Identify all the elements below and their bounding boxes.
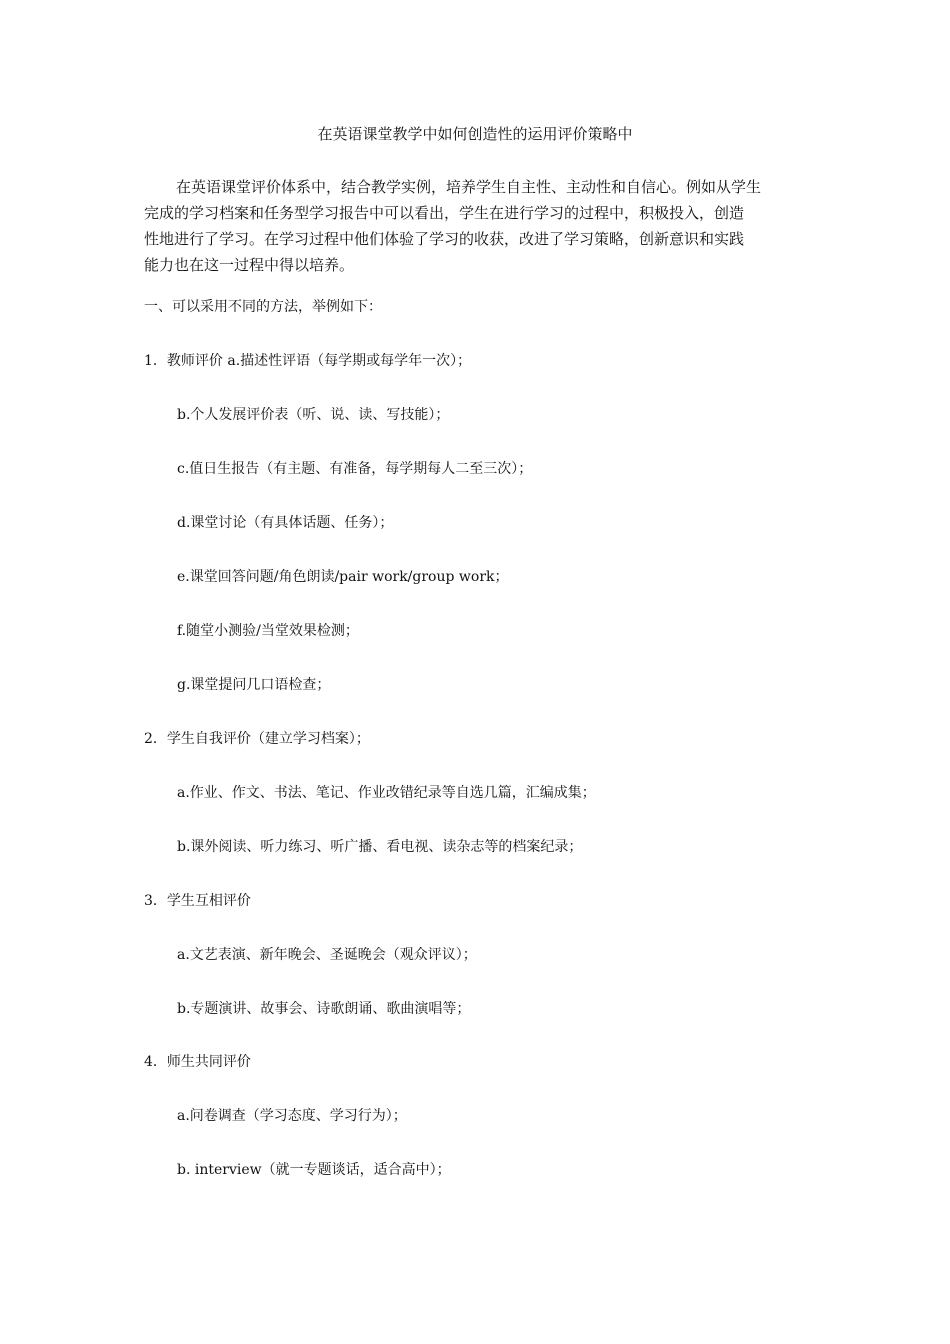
intro-line: 完成的学习档案和任务型学习报告中可以看出，学生在进行学习的过程中，积极投入，创造 (144, 204, 745, 222)
list-item: 1．教师评价 a.描述性评语（每学期或每学年一次）； (144, 353, 472, 369)
list-subitem: a.文艺表演、新年晚会、圣诞晚会（观众评议）； (177, 947, 477, 963)
list-subitem: b.专题演讲、故事会、诗歌朗诵、歌曲演唱等； (177, 1001, 471, 1017)
list-subitem: e.课堂回答问题/角色朗读/pair work/group work； (177, 569, 509, 585)
list-item: 3．学生互相评价 (144, 893, 251, 909)
intro-line: 能力也在这一过程中得以培养。 (144, 256, 355, 274)
intro-paragraph (144, 174, 816, 278)
list-item: 2．学生自我评价（建立学习档案）； (144, 731, 370, 747)
list-subitem: b.个人发展评价表（听、说、读、写技能）； (177, 407, 450, 423)
section-heading: 一、可以采用不同的方法，举例如下： (144, 299, 382, 315)
list-subitem: c.值日生报告（有主题、有准备，每学期每人二至三次）； (177, 461, 533, 477)
list-subitem: g.课堂提问几口语检查； (177, 677, 331, 693)
document-title: 在英语课堂教学中如何创造性的运用评价策略中 (317, 125, 633, 143)
intro-line: 在英语课堂评价体系中，结合教学实例，培养学生自主性、主动性和自信心。例如从学生 (176, 178, 762, 196)
list-subitem: a.问卷调查（学习态度、学习行为）； (177, 1108, 407, 1124)
list-subitem: d.课堂讨论（有具体话题、任务）； (177, 515, 394, 531)
intro-line: 性地进行了学习。在学习过程中他们体验了学习的收获，改进了学习策略，创新意识和实践 (144, 230, 745, 248)
list-subitem: b. interview（就一专题谈话，适合高中）； (177, 1162, 451, 1178)
list-item: 4．师生共同评价 (144, 1054, 251, 1070)
list-subitem: b.课外阅读、听力练习、听广播、看电视、读杂志等的档案纪录； (177, 839, 583, 855)
list-subitem: a.作业、作文、书法、笔记、作业改错纪录等自选几篇，汇编成集； (177, 785, 596, 801)
list-subitem: f.随堂小测验/当堂效果检测； (177, 623, 359, 639)
